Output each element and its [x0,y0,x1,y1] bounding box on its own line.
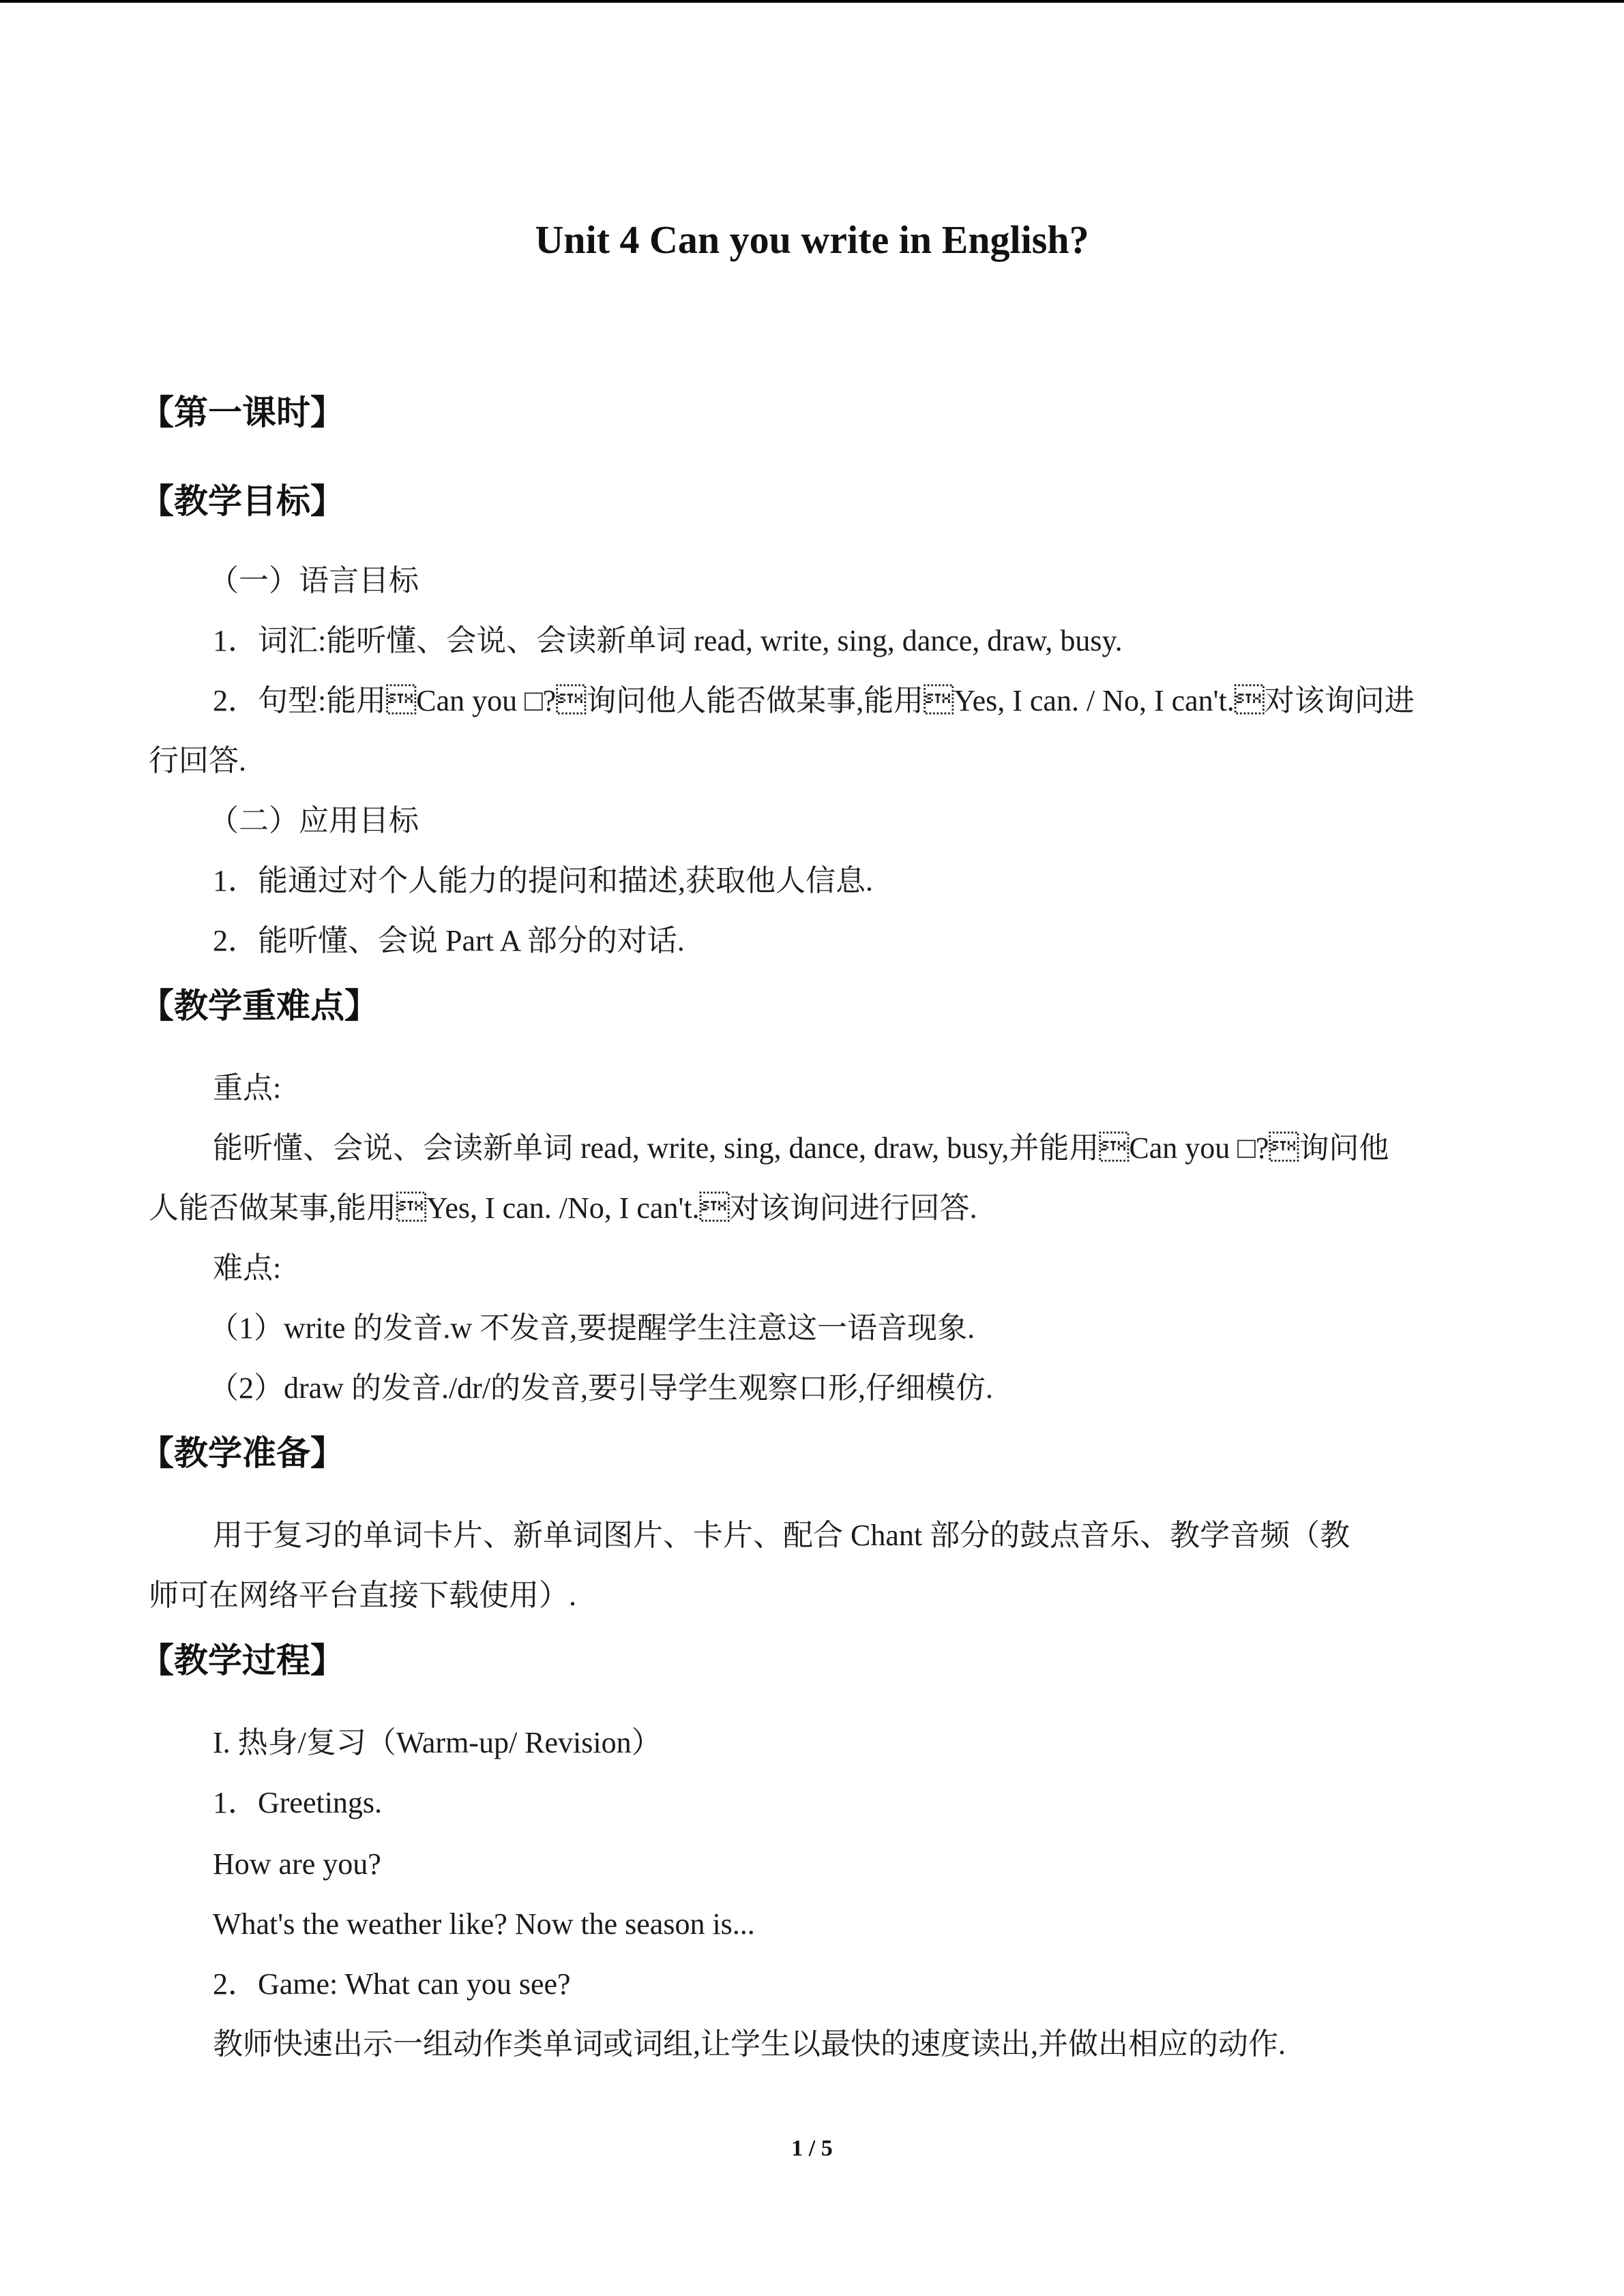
process-how-are-you: How are you? [213,1847,381,1881]
document-title: Unit 4 Can you write in English? [535,218,1089,262]
objective-item-2-line-1: 2．句型:能用Can you □?询问他人能否做某事,能用Yes, I can. / No, I can't.对该询问进 [213,684,1415,717]
key-label: 重点: [213,1071,282,1105]
difficult-item-1: （1）write 的发音.w 不发音,要提醒学生注意这一语音现象. [209,1311,975,1345]
page-number: 1 / 5 [791,2136,833,2161]
key-line-1: 能听懂、会说、会读新单词 read, write, sing, dance, draw, busy,并能用Can you □?询问他 [213,1131,1389,1165]
objective-item-1: 1．词汇:能听懂、会说、会读新单词 read, write, sing, dance, draw, busy. [213,624,1123,657]
objective-application-goal: （二）应用目标 [209,804,419,837]
preparation-line-1: 用于复习的单词卡片、新单词图片、卡片、配合 Chant 部分的鼓点音乐、教学音频（教 [213,1519,1350,1552]
difficult-label: 难点: [213,1251,282,1285]
heading-objectives: 【教学目标】 [140,481,344,521]
preparation-line-2: 师可在网络平台直接下载使用）. [149,1579,576,1612]
heading-key-points: 【教学重难点】 [140,986,379,1026]
process-greetings: 1．Greetings. [213,1786,383,1819]
heading-preparation: 【教学准备】 [140,1433,344,1473]
process-weather: What's the weather like? Now the season is... [213,1907,755,1941]
key-line-2: 人能否做某事,能用Yes, I can. /No, I can't.对该询问进行回答. [149,1191,977,1225]
heading-process: 【教学过程】 [140,1641,344,1680]
objective-language-goal: （一）语言目标 [209,564,419,597]
application-item-2: 2．能听懂、会说 Part A 部分的对话. [213,924,685,957]
application-item-1: 1．能通过对个人能力的提问和描述,获取他人信息. [213,864,873,897]
difficult-item-2: （2）draw 的发音./dr/的发音,要引导学生观察口形,仔细模仿. [209,1371,994,1405]
process-game: 2．Game: What can you see? [213,1967,571,2001]
process-game-description: 教师快速出示一组动作类单词或词组,让学生以最快的速度读出,并做出相应的动作. [213,2027,1286,2061]
heading-lesson: 【第一课时】 [140,393,344,432]
objective-item-2-line-2: 行回答. [149,744,246,777]
process-step-warmup: I. 热身/复习（Warm-up/ Revision） [213,1726,662,1759]
